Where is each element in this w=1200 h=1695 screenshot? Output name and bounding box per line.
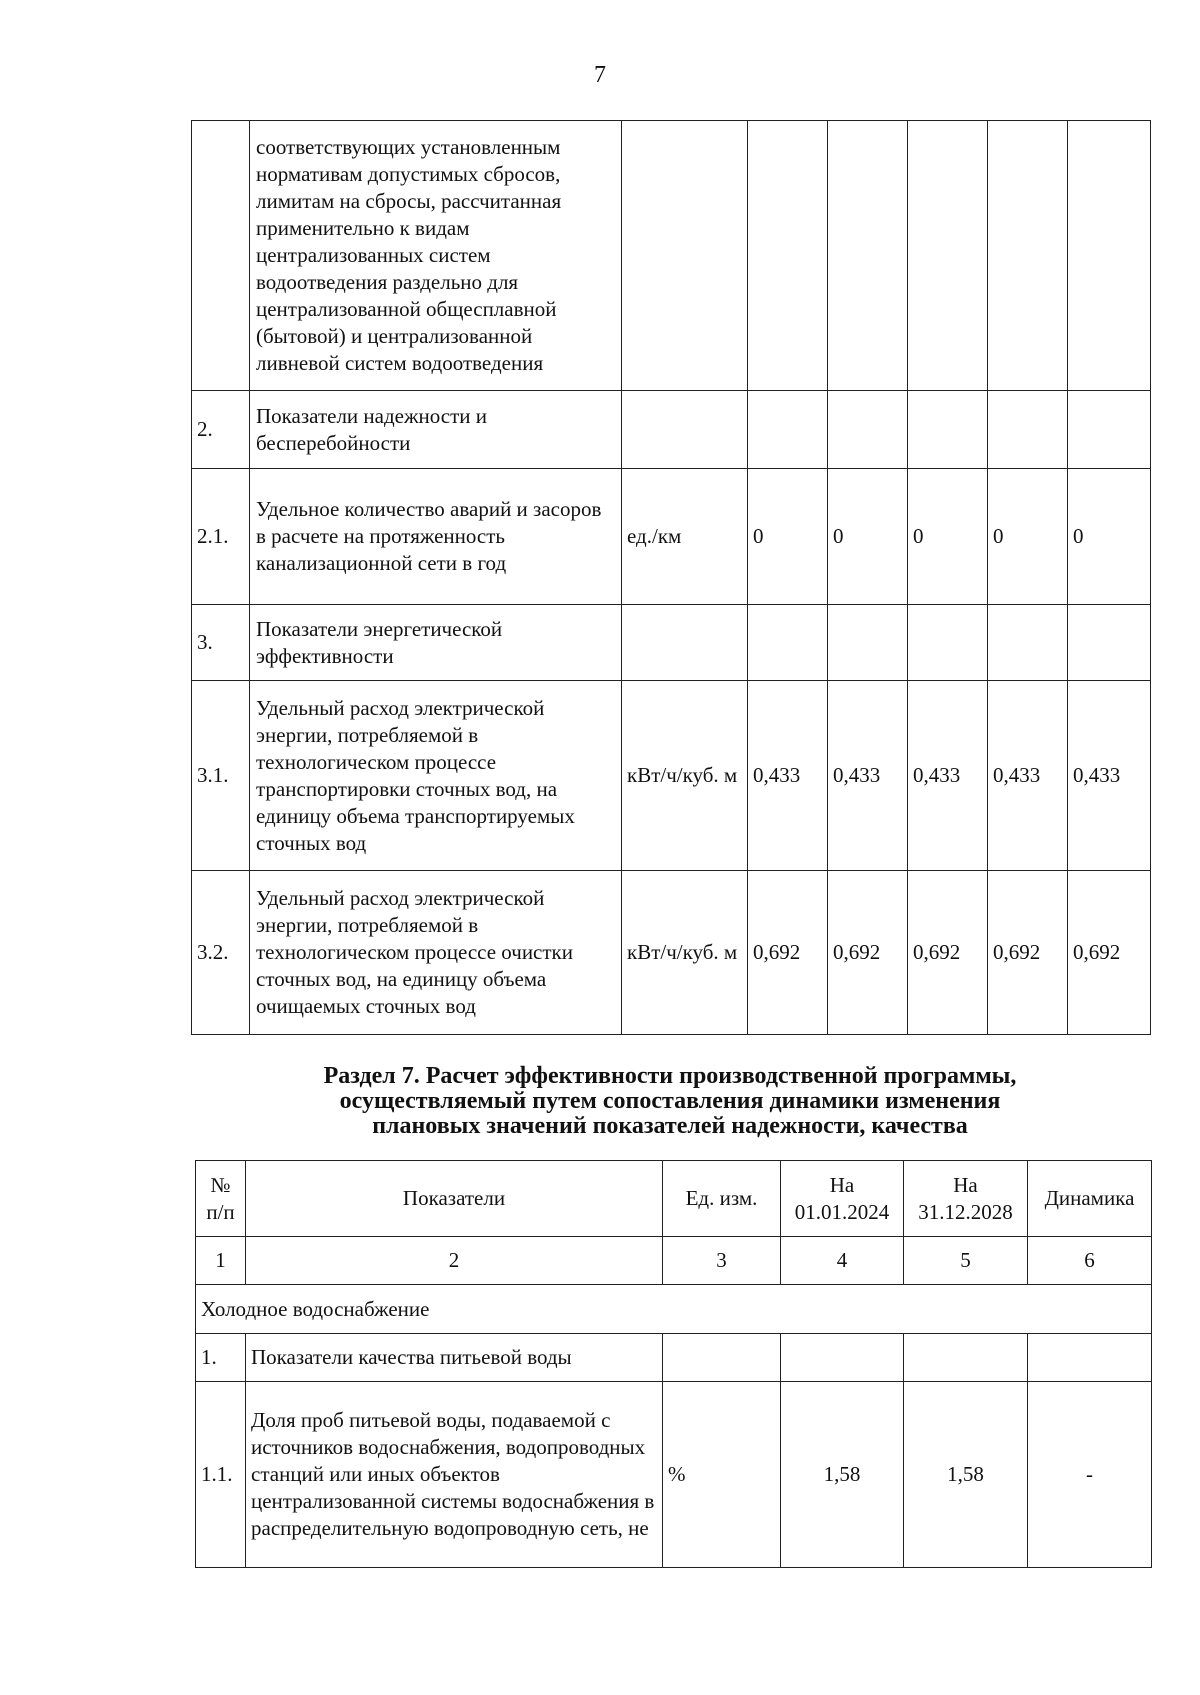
page-number: 7 (594, 62, 606, 88)
row-number: 2.1. (192, 469, 250, 605)
header-date-start: На 01.01.2024 (781, 1161, 904, 1237)
indicators-table-continued (191, 120, 1151, 1035)
unit-cell: кВт/ч/куб. м (622, 681, 748, 871)
unit-cell: кВт/ч/куб. м (622, 871, 748, 1035)
value-cell (828, 121, 908, 391)
value-cell (1068, 605, 1151, 681)
row-number: 1.1. (196, 1382, 246, 1568)
value-cell: 0,433 (748, 681, 828, 871)
group-row (196, 1285, 1152, 1334)
table-row (192, 871, 1151, 1035)
value-cell (1068, 121, 1151, 391)
row-number: 3. (192, 605, 250, 681)
table-row (192, 121, 1151, 391)
value-cell: 0 (908, 469, 988, 605)
section-7-heading (200, 1064, 1140, 1139)
value-cell: 0,692 (828, 871, 908, 1035)
group-title: Холодное водоснабжение (196, 1285, 1152, 1334)
value-cell: 0,433 (828, 681, 908, 871)
header-dynamics: Динамика (1028, 1161, 1152, 1237)
value-cell (828, 391, 908, 469)
value-cell: 0,433 (1068, 681, 1151, 871)
unit-cell (622, 121, 748, 391)
value-cell: 0 (748, 469, 828, 605)
table-row (196, 1382, 1152, 1568)
dynamics-cell (1028, 1334, 1152, 1382)
indicator-text: Доля проб питьевой воды, подаваемой с источников водоснабжения, водопроводных станций или иных объектов централизованной системы водоснабжения в распределительную водопроводную сеть, не (246, 1382, 663, 1568)
value-cell: 0,692 (988, 871, 1068, 1035)
table-row (192, 391, 1151, 469)
column-number: 5 (904, 1237, 1028, 1285)
value-cell (908, 121, 988, 391)
efficiency-table (195, 1160, 1152, 1568)
unit-cell (663, 1334, 781, 1382)
header-number: № п/п (196, 1161, 246, 1237)
dynamics-cell: - (1028, 1382, 1152, 1568)
table-row (192, 469, 1151, 605)
heading-line: плановых значений показателей надежности, качества (372, 1113, 968, 1139)
header-indicators: Показатели (246, 1161, 663, 1237)
table-row (192, 605, 1151, 681)
value-cell: 0,692 (748, 871, 828, 1035)
value-cell (908, 605, 988, 681)
value-cell (988, 605, 1068, 681)
value-cell: 0,692 (908, 871, 988, 1035)
header-date-end: На 31.12.2028 (904, 1161, 1028, 1237)
value-cell (988, 121, 1068, 391)
value-end: 1,58 (904, 1382, 1028, 1568)
value-cell (988, 391, 1068, 469)
value-cell: 0,692 (1068, 871, 1151, 1035)
indicator-text: Показатели энергетической эффективности (250, 605, 622, 681)
header-row (196, 1161, 1152, 1237)
unit-cell: % (663, 1382, 781, 1568)
indicator-text: Удельное количество аварий и засоров в расчете на протяженность канализационной сети в год (250, 469, 622, 605)
value-cell (1068, 391, 1151, 469)
value-cell (908, 391, 988, 469)
table-row (196, 1334, 1152, 1382)
heading-line: осуществляемый путем сопоставления динамики изменения (339, 1088, 1001, 1114)
column-number: 6 (1028, 1237, 1152, 1285)
unit-cell (622, 605, 748, 681)
value-cell (748, 391, 828, 469)
column-number: 1 (196, 1237, 246, 1285)
value-cell: 0,433 (908, 681, 988, 871)
indicator-text: соответствующих установленным нормативам допустимых сбросов, лимитам на сбросы, рассчитанная применительно к видам централизованных систем водоотведения раздельно для централизованной общесплавной (бытовой) и централизованной ливневой систем водоотведения (250, 121, 622, 391)
value-cell (828, 605, 908, 681)
row-number: 1. (196, 1334, 246, 1382)
column-number: 4 (781, 1237, 904, 1285)
row-number (192, 121, 250, 391)
indicator-text: Удельный расход электрической энергии, потребляемой в технологическом процессе очистки сточных вод, на единицу объема очищаемых сточных вод (250, 871, 622, 1035)
row-number: 2. (192, 391, 250, 469)
table-row (192, 681, 1151, 871)
header-unit: Ед. изм. (663, 1161, 781, 1237)
row-number: 3.2. (192, 871, 250, 1035)
value-cell: 0 (828, 469, 908, 605)
value-start: 1,58 (781, 1382, 904, 1568)
column-number: 3 (663, 1237, 781, 1285)
value-end (904, 1334, 1028, 1382)
indicator-text: Показатели качества питьевой воды (246, 1334, 663, 1382)
indicator-text: Показатели надежности и бесперебойности (250, 391, 622, 469)
column-number: 2 (246, 1237, 663, 1285)
indicator-text: Удельный расход электрической энергии, потребляемой в технологическом процессе транспортировки сточных вод, на единицу объема транспортируемых сточных вод (250, 681, 622, 871)
unit-cell: ед./км (622, 469, 748, 605)
value-cell (748, 121, 828, 391)
row-number: 3.1. (192, 681, 250, 871)
value-cell: 0 (1068, 469, 1151, 605)
value-cell: 0 (988, 469, 1068, 605)
value-start (781, 1334, 904, 1382)
value-cell: 0,433 (988, 681, 1068, 871)
column-numbers-row (196, 1237, 1152, 1285)
unit-cell (622, 391, 748, 469)
heading-line: Раздел 7. Расчет эффективности производственной программы, (323, 1063, 1017, 1089)
value-cell (748, 605, 828, 681)
